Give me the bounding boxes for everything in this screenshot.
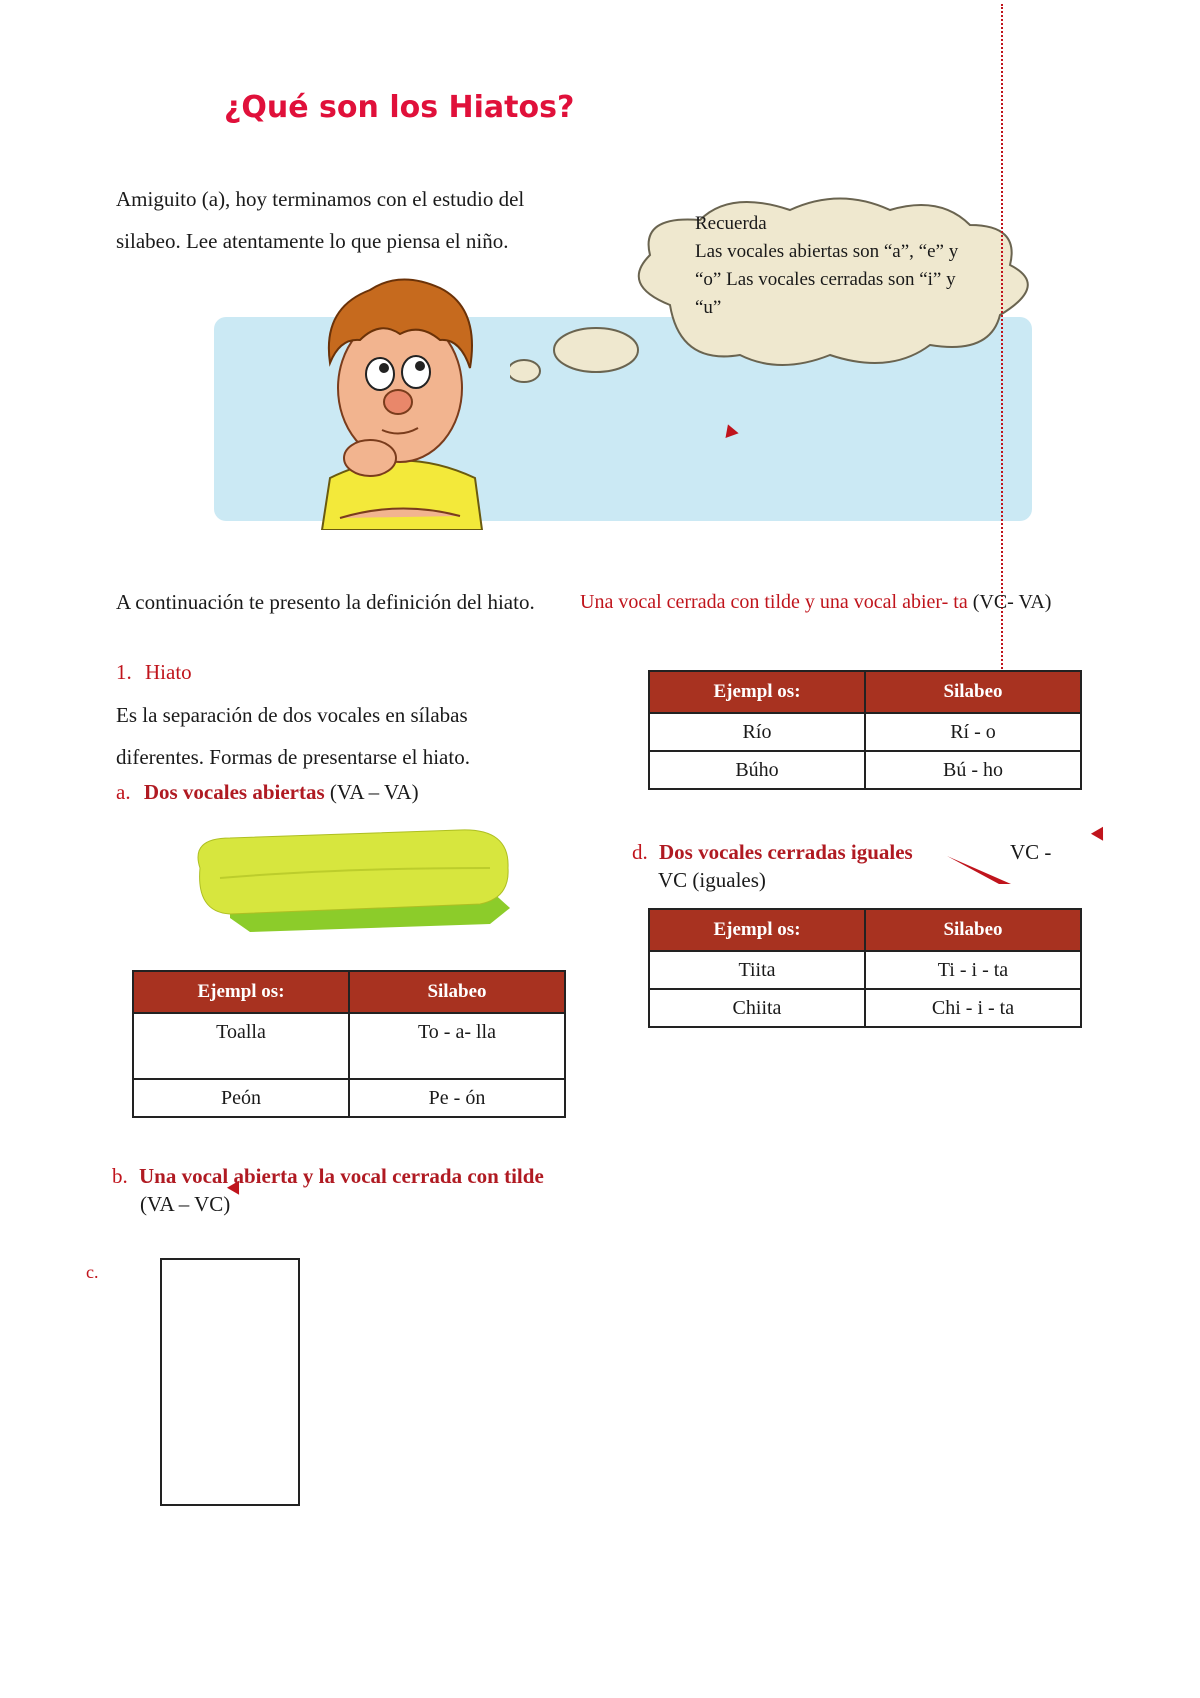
table-header: Ejempl os:: [649, 671, 865, 713]
definition-heading: [116, 658, 192, 686]
section-vc-va-code: (VC- VA): [972, 591, 1052, 613]
section-a-letter: a.: [116, 780, 131, 804]
table-cell: Ti - i - ta: [865, 951, 1081, 989]
table-row: [649, 989, 1081, 1027]
table-header: Silabeo: [865, 671, 1081, 713]
table-cell: Tiita: [649, 951, 865, 989]
section-vc-va-heading: [580, 588, 1051, 616]
table-cell: Toalla: [133, 1013, 349, 1079]
section-b-letter: b.: [112, 1164, 128, 1188]
cloud-heading: Recuerda: [695, 213, 767, 234]
arrow-mark-icon: [945, 852, 1015, 888]
table-cell: Chi - i - ta: [865, 989, 1081, 1027]
section-d-code-a: VC -: [1010, 840, 1052, 864]
table-section-vc-va: [648, 670, 1082, 790]
definition-title: Hiato: [145, 660, 192, 684]
table-header: Silabeo: [865, 909, 1081, 951]
intro-line-1: Amiguito (a), hoy terminamos con el estudio del: [116, 187, 525, 211]
table-row: [133, 1013, 565, 1079]
table-cell: Chiita: [649, 989, 865, 1027]
section-a-heading: [116, 778, 419, 806]
cloud-line-1: Las vocales abiertas son “a”, “e” y: [695, 241, 959, 262]
definition-body-1: Es la separación de dos vocales en sílabas: [116, 703, 468, 727]
table-row: [649, 951, 1081, 989]
table-header: Ejempl os:: [649, 909, 865, 951]
cloud-line-2: “o” Las vocales cerradas son “i” y: [695, 269, 956, 290]
section-b-heading: [112, 1162, 582, 1218]
table-cell: To - a- lla: [349, 1013, 565, 1079]
section-d-title: Dos vocales cerradas iguales: [659, 840, 913, 864]
table-header: Silabeo: [349, 971, 565, 1013]
page-title: ¿Qué son los Hiatos?: [224, 90, 575, 125]
table-section-d: [648, 908, 1082, 1028]
section-d-heading: [632, 838, 913, 866]
table-cell: Rí - o: [865, 713, 1081, 751]
intro-line-2: silabeo. Lee atentamente lo que piensa el niño.: [116, 229, 509, 253]
section-d-letter: d.: [632, 840, 648, 864]
table-cell: Búho: [649, 751, 865, 789]
table-cell: Peón: [133, 1079, 349, 1117]
arrow-mark-icon: [1091, 823, 1109, 840]
section-d-code-b: VC (iguales): [658, 868, 766, 892]
towel-illustration: [190, 828, 522, 938]
section-a-title: Dos vocales abiertas: [143, 780, 325, 804]
table-section-a: [132, 970, 566, 1118]
definition-number: 1.: [116, 660, 132, 684]
section-b-title: Una vocal abierta y la vocal cerrada con tilde: [139, 1164, 544, 1188]
cloud-text: [695, 210, 1035, 322]
section-b-code: (VA – VC): [140, 1192, 231, 1216]
table-cell: Río: [649, 713, 865, 751]
definition-body-2: diferentes. Formas de presentarse el hiato.: [116, 745, 470, 769]
cloud-line-3: “u”: [695, 297, 722, 318]
definition-lead: A continuación te presento la definición del hiato.: [116, 590, 535, 614]
empty-box: [160, 1258, 300, 1506]
table-header: Ejempl os:: [133, 971, 349, 1013]
definition-body: [116, 694, 576, 778]
table-cell: Pe - ón: [349, 1079, 565, 1117]
table-row: [649, 713, 1081, 751]
section-a-code: (VA – VA): [329, 780, 419, 804]
table-row: [649, 751, 1081, 789]
dotted-guide-line: [1001, 4, 1003, 684]
table-row: [133, 1079, 565, 1117]
table-cell: Bú - ho: [865, 751, 1081, 789]
section-c-letter: c.: [86, 1262, 99, 1282]
section-vc-va-title: Una vocal cerrada con tilde y una vocal abier- ta: [580, 591, 968, 613]
boy-illustration: [300, 268, 500, 530]
